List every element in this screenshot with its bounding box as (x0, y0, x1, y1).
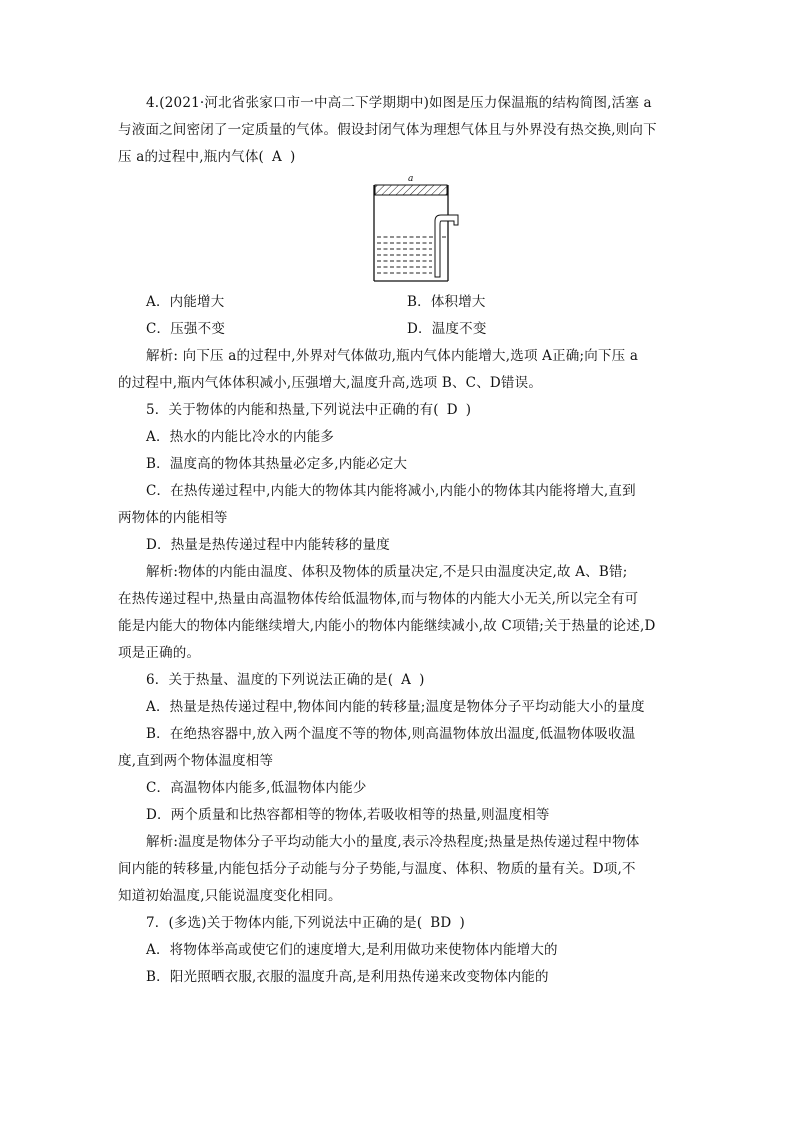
q7-stem-text: 7．(多选)关于物体内能,下列说法中正确的是( (146, 915, 423, 931)
q5-stem (118, 397, 678, 424)
q6-option-a: A．热量是热传递过程中,物体间内能的转移量;温度是物体分子平均动能大小的量度 (146, 699, 645, 715)
q5-analysis-line-2: 在热传递过程中,热量由高温物体传给低温物体,而与物体的内能大小无关,所以完全有可 (118, 591, 639, 607)
piston (375, 185, 447, 195)
q5-option-c-line-2: 两物体的内能相等 (118, 510, 228, 526)
q5-stem-close: ) (465, 402, 472, 418)
q4-options-row-1 (118, 289, 678, 316)
q6-analysis-line-3: 知道初始温度,只能说温度变化相同。 (118, 888, 342, 904)
pressure-flask-diagram (368, 173, 468, 287)
q5-answer: D (446, 402, 458, 418)
q5-option-a: A．热水的内能比冷水的内能多 (146, 429, 335, 445)
q6-analysis-line-2: 间内能的转移量,内能包括分子动能与分子势能,与温度、体积、物质的量有关。D项,不 (118, 861, 636, 877)
q7-answer: BD (430, 915, 452, 931)
q6-option-c: C．高温物体内能多,低温物体内能少 (146, 780, 367, 796)
pressure-flask-figure (118, 171, 678, 289)
q7-option-a: A．将物体举高或使它们的速度增大,是利用做功来使物体内能增大的 (146, 942, 558, 958)
piston-label: a (408, 174, 414, 184)
q5-analysis-line-4: 项是正确的。 (118, 645, 201, 661)
q7-stem-close: ) (459, 915, 465, 931)
q7-stem (118, 910, 678, 937)
q6-analysis-line-1: 解析:温度是物体分子平均动能大小的量度,表示冷热程度;热量是热传递过程中物体 (146, 834, 640, 850)
q6-option-d: D．两个质量和比热容都相等的物体,若吸收相等的热量,则温度相等 (146, 807, 550, 823)
q6-answer: A (401, 672, 412, 688)
q4-stem-line-2: 与液面之间密闭了一定质量的气体。假设封闭气体为理想气体且与外界没有热交换,则向下 (118, 122, 657, 138)
q4-option-b: B．体积增大 (407, 294, 486, 310)
q5-option-c-line-1: C．在热传递过程中,内能大的物体其内能将减小,内能小的物体其内能将增大,直到 (146, 483, 636, 499)
q4-answer: A (272, 149, 282, 165)
outlet-tube (435, 215, 458, 277)
q4-analysis-line-1: 解析: 向下压 a的过程中,外界对气体做功,瓶内气体内能增大,选项 A正确;向下压 a (146, 348, 639, 364)
q6-option-b-line-2: 度,直到两个物体温度相等 (118, 753, 274, 769)
q4-stem-close: ) (289, 149, 296, 165)
q5-option-d: D．热量是热传递过程中内能转移的量度 (146, 537, 390, 553)
q4-option-d: D．温度不变 (407, 321, 487, 337)
q6-option-b-line-1: B．在绝热容器中,放入两个温度不等的物体,则高温物体放出温度,低温物体吸收温 (146, 726, 636, 742)
q5-analysis-line-1: 解析:物体的内能由温度、体积及物体的质量决定,不是只由温度决定,故 A、B错; (146, 564, 628, 580)
q7-option-b: B．阳光照晒衣服,衣服的温度升高,是利用热传递来改变物体内能的 (146, 969, 549, 985)
q6-stem-close: ) (419, 672, 425, 688)
q5-analysis-line-3: 能是内能大的物体内能继续增大,内能小的物体内能继续减小,故 C项错;关于热量的论述,D (118, 618, 656, 634)
q6-stem-text: 6．关于热量、温度的下列说法正确的是( (146, 672, 394, 688)
document-page (118, 90, 678, 991)
q5-option-b: B．温度高的物体其热量必定多,内能必定大 (146, 456, 408, 472)
q4-stem-line-1: 4.(2021·河北省张家口市一中高二下学期期中)如图是压力保温瓶的结构简图,活塞 a (146, 95, 652, 111)
q4-analysis-line-2: 的过程中,瓶内气体体积减小,压强增大,温度升高,选项 B、C、D错误。 (118, 375, 543, 391)
q4-options-row-2 (118, 316, 678, 343)
q4-option-a: A．内能增大 (146, 294, 225, 310)
q4-stem-text: 压 a的过程中,瓶内气体( (118, 149, 264, 165)
q6-stem (118, 667, 678, 694)
q5-stem-text: 5．关于物体的内能和热量,下列说法中正确的有( (146, 402, 439, 418)
q4-stem-line-3 (118, 144, 678, 171)
q4-option-c: C．压强不变 (146, 321, 226, 337)
